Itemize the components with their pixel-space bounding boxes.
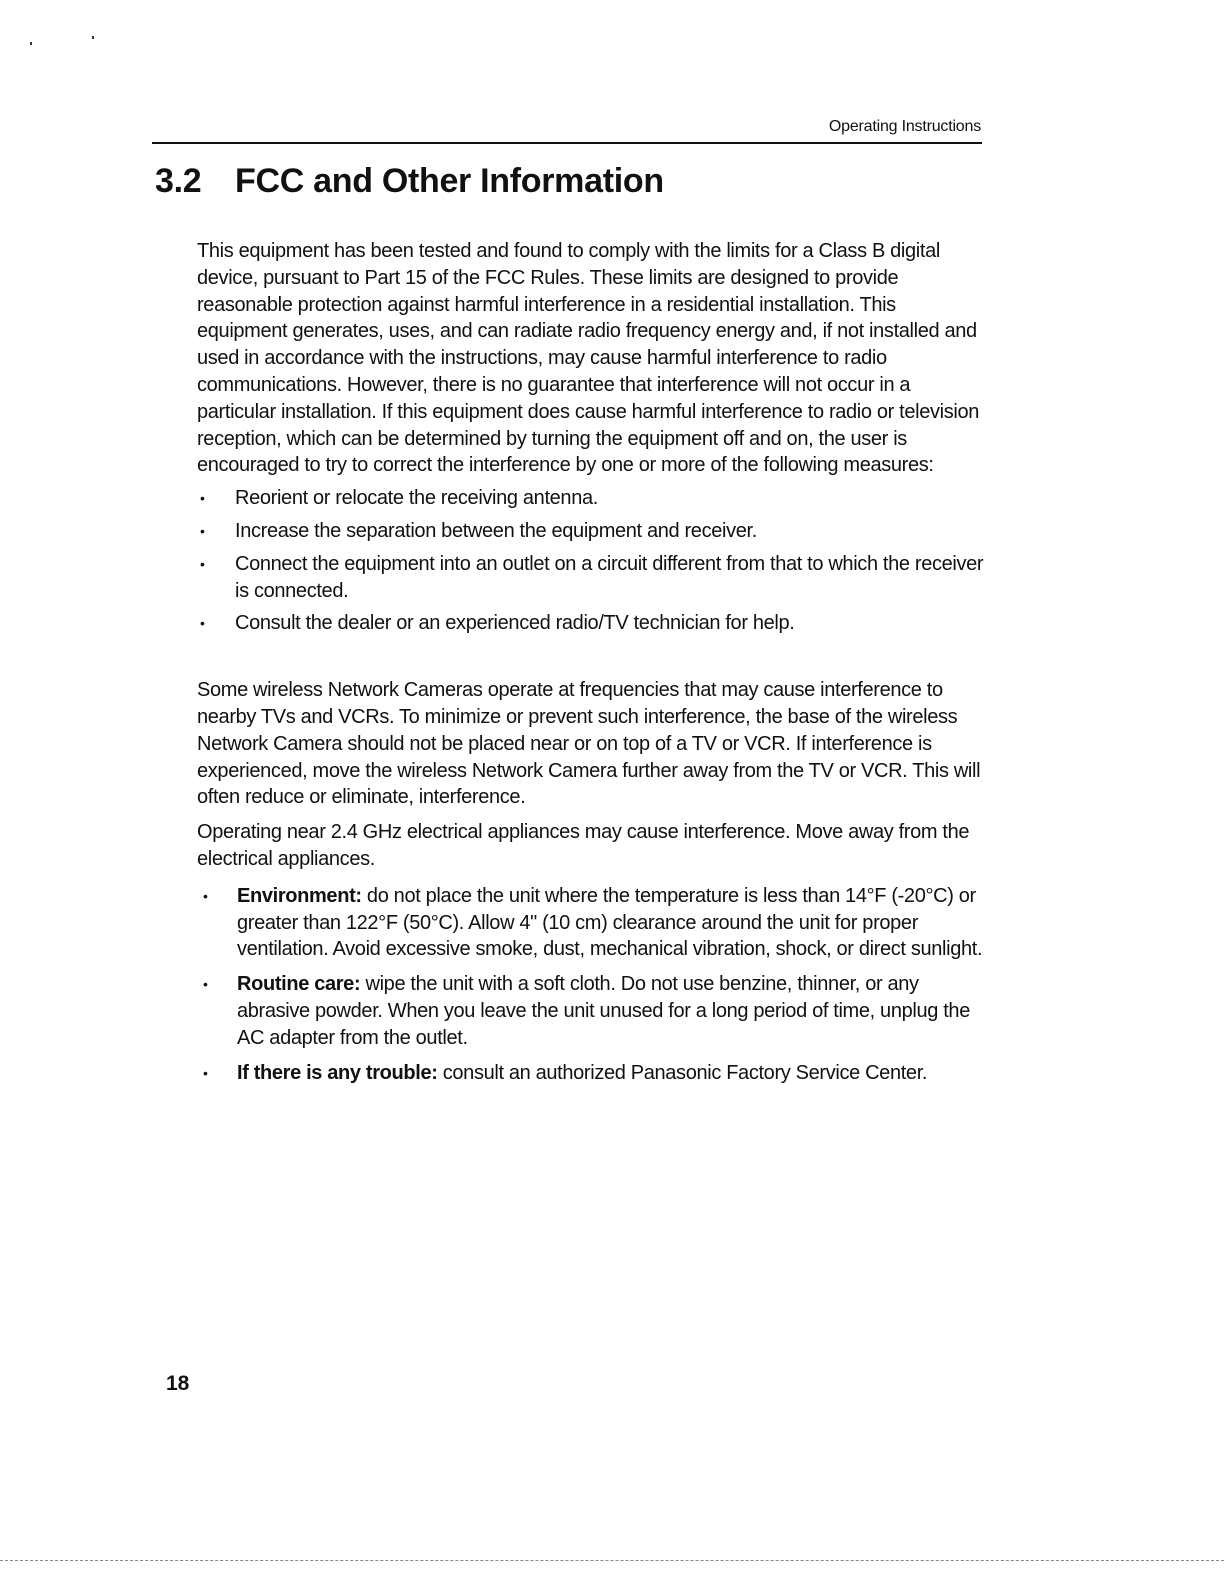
list-item xyxy=(197,485,987,512)
note-label: If there is any trouble: xyxy=(237,1061,438,1084)
note-label: Environment: xyxy=(237,884,362,907)
bullet-icon: • xyxy=(203,887,208,904)
list-item xyxy=(197,551,987,605)
section-number: 3.2 xyxy=(155,162,202,200)
note-label: Routine care: xyxy=(237,973,361,996)
bullet-icon: • xyxy=(200,490,205,507)
note-text: wipe the unit with a soft cloth. Do not use benzine, thinner, or any abrasive powder. When you leave the unit unused for a long period of time, unplug the AC adapter from the outlet. xyxy=(237,973,970,1049)
note-text: do not place the unit where the temperature is less than 14°F (-20°C) or greater than 122°F (50°C). Allow 4" (10 cm) clearance around the unit for proper ventilation. Avoid excessive smoke, dust, mechanical vibration, shock, or direct sunlight. xyxy=(237,884,983,961)
bullet-icon: • xyxy=(203,1064,208,1081)
list-item-text: Connect the equipment into an outlet on a circuit different from that to which the receiver is connected. xyxy=(235,552,984,602)
bullet-icon: • xyxy=(203,976,208,993)
header-rule xyxy=(152,142,982,144)
scan-speck xyxy=(30,42,32,45)
list-item-text: Increase the separation between the equipment and receiver. xyxy=(235,519,757,542)
notes-list xyxy=(197,883,987,1087)
wireless-paragraph: Some wireless Network Cameras operate at frequencies that may cause interference to nearby TVs and VCRs. To minimize or prevent such interference, the base of the wireless Network Camera should not be placed near or on top of a TV or VCR. If interference is experienced, move the wireless Network Camera further away from the TV or VCR. This will often reduce or eliminate, interference. xyxy=(197,679,981,809)
list-item xyxy=(197,518,987,545)
list-item xyxy=(197,610,987,637)
list-item xyxy=(197,971,987,1051)
fcc-paragraph: This equipment has been tested and found to comply with the limits for a Class B digital device, pursuant to Part 15 of the FCC Rules. These limits are designed to provide reasonable protection against harmful interference in a residential installation. This equipment generates, uses, and can radiate radio frequency energy and, if not installed and used in accordance with the instructions, may cause harmful interference to radio communications. However, there is no guarantee that interference will not occur in a particular installation. If this equipment does cause harmful interference to radio or television reception, which can be determined by turning the equipment off and on, the user is encouraged to try to correct the interference by one or more of the following measures: xyxy=(197,240,980,477)
list-item-text: Consult the dealer or an experienced radio/TV technician for help. xyxy=(235,612,795,635)
running-header: Operating Instructions xyxy=(828,118,981,135)
section-title xyxy=(155,162,664,201)
bullet-icon: • xyxy=(200,615,205,632)
list-item xyxy=(197,1060,987,1087)
measures-list xyxy=(197,485,987,637)
bottom-rule xyxy=(0,1560,1224,1561)
appliances-paragraph: Operating near 2.4 GHz electrical appliances may cause interference. Move away from the electrical appliances. xyxy=(197,821,970,870)
bullet-icon: • xyxy=(200,522,205,539)
bullet-icon: • xyxy=(200,555,205,572)
body-content xyxy=(197,238,987,1094)
scan-speck xyxy=(92,36,94,39)
list-item xyxy=(197,883,987,963)
note-text: consult an authorized Panasonic Factory Service Center. xyxy=(442,1061,928,1084)
page-number: 18 xyxy=(166,1372,190,1395)
list-item-text: Reorient or relocate the receiving antenna. xyxy=(235,487,598,510)
section-title-text: FCC and Other Information xyxy=(235,162,664,200)
